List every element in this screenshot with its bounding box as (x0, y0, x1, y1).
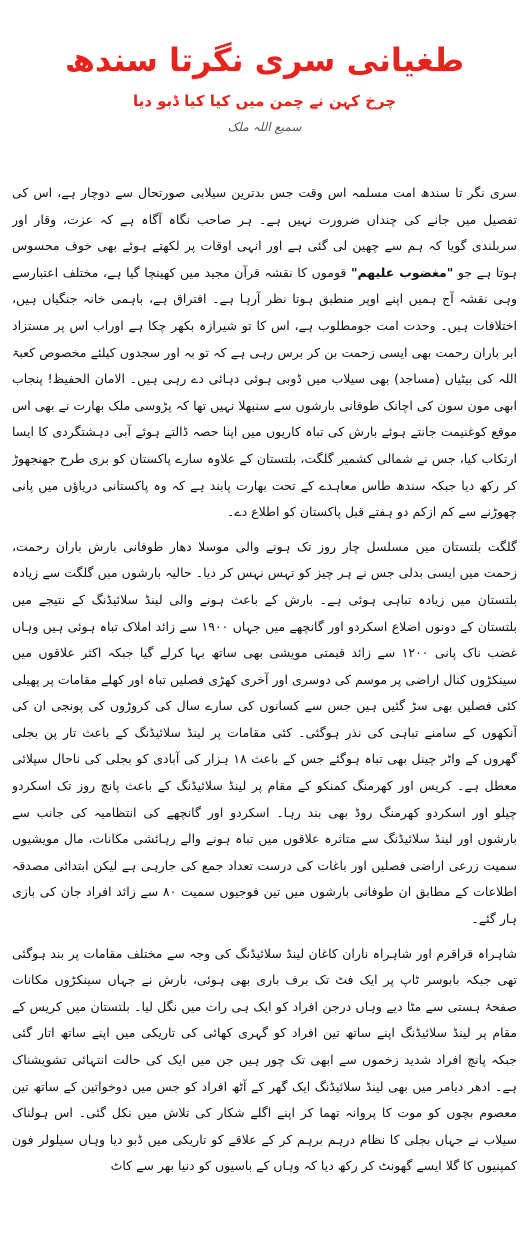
paragraph-1-text-a: سری نگر تا سندھ امت مسلمہ اس وقت جس بدترین سیلابی صورتحال سے دوچار ہے، اس کی تفصیل میں جانے کی چنداں ضرورت نہیں ہے۔ ہر صاحب نگاہ آگاہ ہے کہ عزت، وقار اور سربلندی گویا کہ ہم سے چھین لی گئی ہے اور انہی اوقات پر لکھتے ہوئے بھی خوف محسوس ہوتا ہے جو (12, 185, 517, 280)
article-body (12, 180, 517, 1254)
paragraph-3 (12, 941, 517, 1180)
paragraph-1 (12, 180, 517, 526)
paragraph-2-text: گلگت بلتستان میں مسلسل چار روز تک ہونے والی موسلا دھار طوفانی بارش باران رحمت، زحمت میں ایسی بدلی جس نے ہر چیز کو تہس نہس کر دیا۔ حالیہ بارشوں میں گلگت سے زیادہ بلتستان میں زیادہ تباہی ہوئی ہے۔ بارش کے باعث ہونے والی لینڈ سلائیڈنگ کے نتیجے میں بلتستان کے دونوں اضلاع اسکردو اور گانچھے میں جہاں ۱۹۰۰ سے زائد املاک تباہ ہوئی ہیں وہاں غضب ناک پانی ۱۲۰۰ سے زائد قیمتی مویشی بھی ساتھ بہا کرلے گیا جبکہ اکثر علاقوں میں سینکڑوں کنال اراضی پر موسم کی دوسری اور آخری کھڑی فصلیں تباہ اور کھلے مقامات پر پھیلی کئی فصلیں بھی سڑ گئیں ہیں جس سے کسانوں کی سارے سال کی کروڑوں کی پونجی ان کی آنکھوں کے سامنے تباہی کی نذر ہوگئی۔ کئی مقامات پر لینڈ سلائیڈنگ کے باعث تار پن بجلی گھروں کے واٹر چینل بھی تباہ ہوگئے جس کے باعث ۱۸ ہزار کی آبادی کو بجلی کی ناحال سپلائی معطل ہے۔ کریس اور کھرمنگ کمنکو کے مقام پر لینڈ سلائیڈنگ کے باعث پانچ روز تک اسکردو چیلو اور اسکردو کھرمنگ روڈ بھی بند رہا۔ اسکردو اور گانچھے کی انتظامیہ کی جانب سے بارشوں اور لینڈ سلائیڈنگ سے متاثرہ علاقوں میں تباہ ہونے والے رہائشی مکانات، مال مویشیوں سمیت زرعی اراضی فصلیں اور باغات کی درست تعداد جمع کی جارہی ہے لیکن ابتدائی مصدقہ اطلاعات کے مطابق ان طوفانی بارشوں میں تین فوجیوں سمیت ۸۰ سے زائد افراد جان کی بازی ہار گئے۔ (12, 538, 517, 927)
article-title: طغیانی سری نگرتا سندھ (64, 41, 465, 79)
author-name: سمیع اللہ ملک (227, 120, 302, 134)
article-subtitle: چرخ کہن نے چمن میں کیا کیا ڈبو دیا (132, 92, 397, 110)
paragraph-1-text-b: قوموں کا نقشہ قرآن مجید میں کھینچا گیا ہے، مختلف اعتبارسے وہی نقشہ آج ہمیں اپنے اوپر منطبق ہوتا نظر آرہا ہے۔ افتراق ہے، باہمی خانہ جنگیاں ہیں، اختلافات ہیں۔ وحدت امت جومطلوب ہے، اس کا تو شیرازہ بکھر چکا ہے اوراب اس پر مستزاد ابر باران رحمت بھی ایسی زحمت بن کر برس رہی ہے کہ تو بہ اور سجدوں کیلئے مخصوص کعبۃ اللہ کی بیٹیاں (مساجد) بھی سیلاب میں ڈوبی ہوئی دہائی دے رہی ہیں۔ الامان الحفیظ! پنجاب ابھی مون سون کی اچانک طوفانی بارشوں سے سنبھلا نہیں تھا کہ پڑوسی ملک بھارت نے بھی اس موقع کوغنیمت جانتے ہوئے بارش کی تباہ کاریوں میں اپنا حصہ ڈالتے ہوئے آبی دہشتگردی کا ایسا ارتکاب کیا، جس نے شمالی کشمیر گلگت، بلتستان کے علاوہ سارے پاکستان کو بری طرح جھنجھوڑ کر رکھ دیا جبکہ سندھ طاس معاہدے کے تحت بھارت پابند ہے کہ وہ پاکستانی دریاؤں میں پانی چھوڑنے سے کم ازکم دو ہفتے قبل پاکستان کو اطلاع دے۔ (12, 264, 517, 520)
paragraph-3-text: شاہراہ قراقرم اور شاہراہ ناران کاغان لینڈ سلائیڈنگ کی وجہ سے مختلف مقامات پر بند ہوگئی تھی جبکہ بابوسر ٹاپ پر ایک فٹ تک برف باری بھی ہوئی، بارش نے جہاں سینکڑوں مکانات صفحۂ ہستی سے مٹا دیے وہاں درجن افراد کو ایک ہی رات میں نگل لیا۔ بلتستان میں کریس کے مقام پر لینڈ سلائیڈنگ اپنے ساتھ تین افراد کو گہری کھائی کی تاریکی میں اپنے ساتھ اتار گئی جبکہ پانچ افراد شدید زخموں سے ابھی تک چور ہیں جن میں ایک کی حالت انتہائی تشویشناک ہے۔ ادھر دیامر میں بھی لینڈ سلائیڈنگ ایک گھر کے آٹھ افراد کو جس میں دوخواتین کے ساتھ تین معصوم بچوں کو موت کا پروانہ تھما کر اپنے اگلے شکار کی تلاش میں نکل گئی۔ اس ہولناک سیلاب نے جہاں بجلی کا نظام درہم برہم کر کے علاقے کو تاریکی میں ڈبو دیا وہاں سیلولر فون کمپنیوں کا گلا ایسے گھونٹ کر رکھ دیا کہ وہاں کے باسیوں کو دنیا بھر سے کاٹ (12, 945, 517, 1174)
paragraph-1-highlight: "مغضوب علیھم" (350, 264, 454, 280)
paragraph-2 (12, 534, 517, 933)
